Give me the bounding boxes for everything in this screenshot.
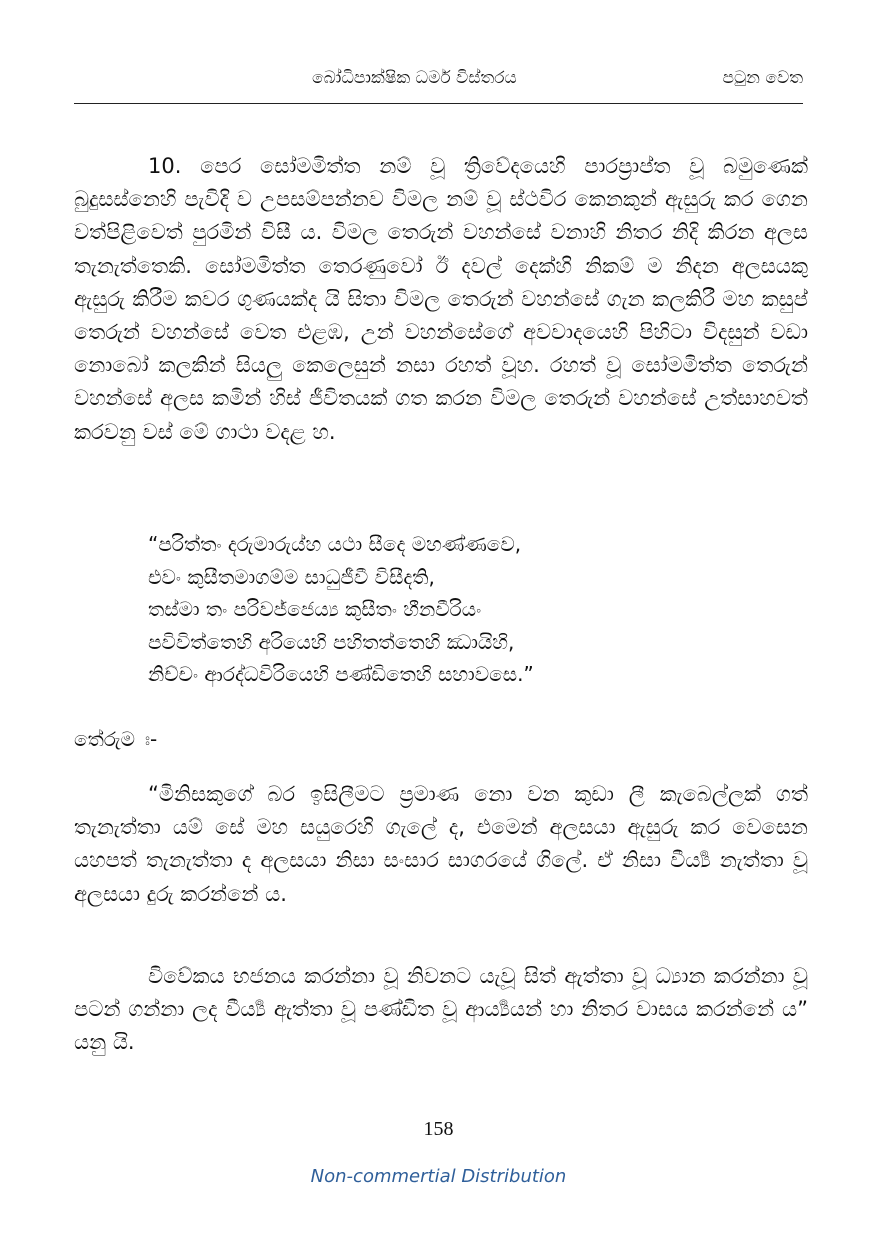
pali-verse	[148, 528, 534, 691]
page-header	[74, 64, 803, 104]
verse-line: පවිවිත්තෙහි අරියෙහි පහිතත්තෙහි ඣායිහි,	[148, 629, 515, 654]
verse-line: එවං කුසීතමාගම්ම සාධුජීවී විසීදති,	[148, 564, 435, 589]
page-number: 158	[423, 1118, 454, 1140]
header-divider	[74, 103, 803, 104]
translation-heading: තේරුම ඃ-	[74, 727, 158, 751]
book-title: බෝධිපාක්ෂික ධර්ම විස්තරය	[312, 68, 517, 88]
closing-paragraph: විවේකය භජනය කරන්නා වූ නිවනට යැවූ සිත් ඇත්තා වූ ධ්‍යාන කරන්නා වූ පටන් ගන්නා ලද වීර්‍ය්‍ය ඇත්තා වූ පණ්ඩිත වූ ආර්‍ය්‍යයන් හා නිතර වාසය කරන්නේ ය” යනු යි.	[74, 964, 808, 1055]
distribution-footer: Non-commertial Distribution	[310, 1166, 567, 1187]
verse-line: තස්මා තං පරිවජ්ජෙය්‍ය කුසීතං හීනවීරියං	[148, 597, 482, 621]
verse-line: නිච්චං ආරද්ධවිරියෙහි පණ්ඩිතෙහි සහාවසෙ.”	[148, 662, 534, 686]
intro-paragraph: 10. පෙර සෝමමිත්ත නම් වූ ත්‍රිවේදයෙහි පාරප්‍රාප්ත වූ බමුණෙක් බුදුසස්නෙහි පැවිදි ව උපසම්පන්නව විමල නම් වූ ස්ථවිර කෙනකුන් ඇසුරු කර ගෙන වත්පිළිවෙත් පුරමින් විසී ය. විමල තෙරුන් වහන්සේ වනාහි නිතර නිදි කිරන අලස තැනැත්තෙකි. සෝමමිත්ත තෙරණුවෝ ඊ දවල් දෙක්හි නිකම් ම නිදන අලසයකු ඇසුරු කිරීම කවර ගුණයක්ද යි සිතා විමල තෙරුන් වහන්සේ ගැන කලකිරී මහ කසුප් තෙරුන් වහන්සේ වෙත එළඹ, උන් වහන්සේගේ අවවාදයෙහි පිහිටා විදසුන් වඩා නොබෝ කලකින් සියලු කෙලෙසුන් නසා රහත් වූහ. රහත් වූ සෝමමිත්ත තෙරුන් වහන්සේ අලස කමින් හිස් ජීවිතයක් ගත කරන විමල තෙරුන් වහන්සේ උත්සාහවත් කරවනු වස් මේ ගාථා වදළ හ.	[74, 154, 808, 444]
chapter-link[interactable]: පටුන වෙත	[722, 68, 803, 88]
translation-paragraph: “මිනිසකුගේ බර ඉසිලීමට ප්‍රමාණ නො වන කුඩා ලී කැබෙල්ලක් ගත් තැනැත්තා යම් සේ මහ සයුරෙහි ගැලේ ද, එමෙන් අලසයා ඇසුරු කර වෙසෙන යහපත් තැනැත්තා ද අලසයා නිසා සංසාර සාගරයේ ගිලේ. ඒ නිසා වීර්‍ය්‍ය නැත්තා වූ අලසයා දුරු කරන්නේ ය.	[74, 782, 808, 906]
verse-line: “පරිත්තං දරුමාරුය්හ යථා සීදෙ මහණ්ණවෙ,	[148, 532, 522, 556]
